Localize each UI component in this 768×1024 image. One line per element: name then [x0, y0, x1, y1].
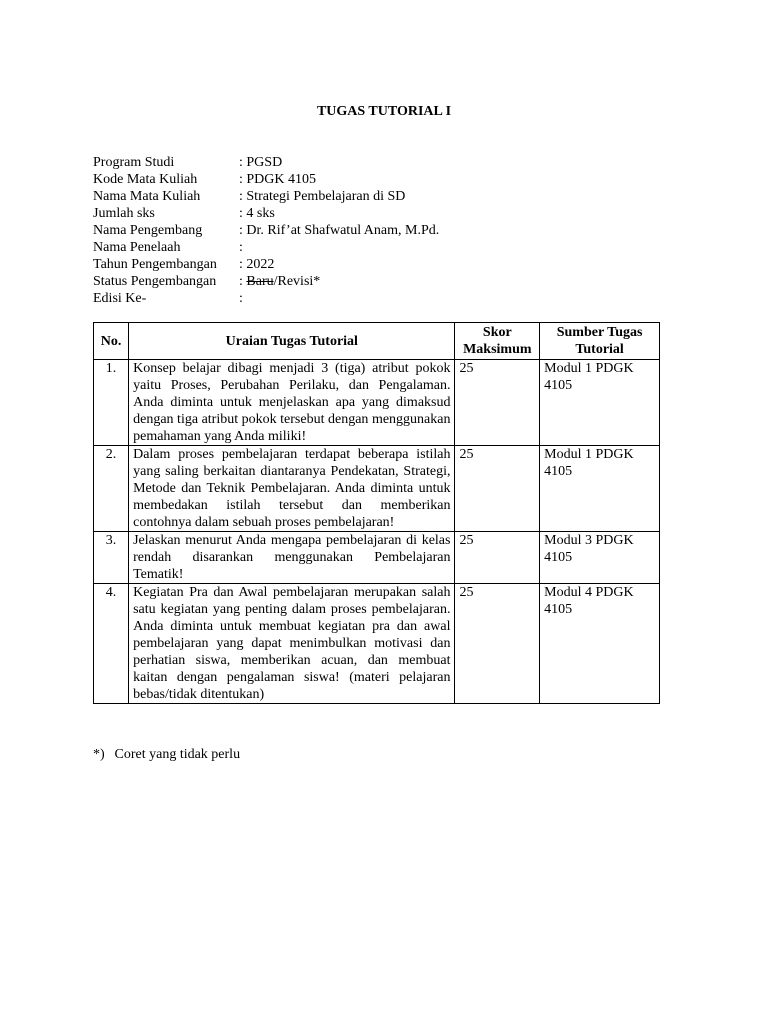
header-no: No. — [94, 323, 129, 360]
table-row — [94, 446, 660, 532]
info-value: : 2022 — [239, 257, 275, 272]
info-value: : — [239, 240, 243, 255]
info-label: Jumlah sks — [93, 206, 155, 221]
info-row-nama-penelaah — [93, 239, 439, 256]
document-title: TUGAS TUTORIAL I — [316, 104, 452, 119]
info-value: : Dr. Rif’at Shafwatul Anam, M.Pd. — [239, 223, 440, 238]
tasks-table — [93, 322, 660, 704]
row-number: 3. — [94, 532, 129, 584]
info-value: : PDGK 4105 — [239, 172, 317, 187]
info-row-program-studi — [93, 154, 439, 171]
header-source: Sumber Tugas Tutorial — [540, 323, 660, 360]
info-label: Kode Mata Kuliah — [93, 172, 198, 187]
header-description: Uraian Tugas Tutorial — [129, 323, 455, 360]
row-source: Modul 1 PDGK 4105 — [540, 360, 660, 446]
row-score: 25 — [455, 360, 540, 446]
row-description: Dalam proses pembelajaran terdapat beberapa istilah yang saling berkaitan diantaranya Pendekatan, Strategi, Metode dan Teknik Pembelajaran. Anda diminta untuk membedakan istilah tersebut dan memberikan contohnya dalam sebuah proses pembelajaran! — [129, 446, 455, 532]
status-rest-value: /Revisi* — [273, 274, 321, 289]
table-row — [94, 584, 660, 704]
table-row — [94, 360, 660, 446]
info-label: Status Pengembangan — [93, 274, 217, 289]
footnote-text: Coret yang tidak perlu — [114, 747, 241, 762]
info-label: Nama Penelaah — [93, 240, 181, 255]
row-number: 2. — [94, 446, 129, 532]
footnote-mark: *) — [93, 747, 105, 762]
info-label: Nama Mata Kuliah — [93, 189, 201, 204]
info-row-status-pengembangan — [93, 273, 439, 290]
row-score: 25 — [455, 532, 540, 584]
status-struck-value: Baru — [246, 274, 274, 289]
row-description: Konsep belajar dibagi menjadi 3 (tiga) atribut pokok yaitu Proses, Perubahan Perilaku, dan Pengalaman. Anda diminta untuk menjelaskan apa yang dimaksud dengan tiga atribut pokok tersebut dengan menggunakan pemahaman yang Anda miliki! — [129, 360, 455, 446]
table-header-row — [94, 323, 660, 360]
row-number: 1. — [94, 360, 129, 446]
footnote — [93, 746, 240, 763]
header-max-score: Skor Maksimum — [455, 323, 540, 360]
row-score: 25 — [455, 446, 540, 532]
row-source: Modul 1 PDGK 4105 — [540, 446, 660, 532]
info-row-nama-pengembang — [93, 222, 439, 239]
info-value: : 4 sks — [239, 206, 275, 221]
row-description: Jelaskan menurut Anda mengapa pembelajaran di kelas rendah disarankan menggunakan Pembelajaran Tematik! — [129, 532, 455, 584]
info-value — [239, 273, 320, 290]
row-description: Kegiatan Pra dan Awal pembelajaran merupakan salah satu kegiatan yang penting dalam proses pembelajaran. Anda diminta untuk membuat kegiatan pra dan awal pembelajaran yang dapat menimbulkan motivasi dan perhatian siswa, memberikan acuan, dan membuat kaitan dengan pengalaman siswa! (materi pelajaran bebas/tidak ditentukan) — [129, 584, 455, 704]
info-label: Edisi Ke- — [93, 291, 147, 306]
info-row-nama-mata-kuliah — [93, 188, 439, 205]
row-score: 25 — [455, 584, 540, 704]
info-label: Program Studi — [93, 155, 175, 170]
status-prefix: : — [239, 274, 247, 289]
row-number: 4. — [94, 584, 129, 704]
info-row-tahun-pengembangan — [93, 256, 439, 273]
row-source: Modul 3 PDGK 4105 — [540, 532, 660, 584]
course-info — [93, 154, 439, 307]
table-row — [94, 532, 660, 584]
info-value: : — [239, 291, 243, 306]
info-row-jumlah-sks — [93, 205, 439, 222]
info-label: Tahun Pengembangan — [93, 257, 217, 272]
info-value: : PGSD — [239, 155, 283, 170]
info-row-edisi — [93, 290, 439, 307]
row-source: Modul 4 PDGK 4105 — [540, 584, 660, 704]
info-label: Nama Pengembang — [93, 223, 203, 238]
info-row-kode-mata-kuliah — [93, 171, 439, 188]
info-value: : Strategi Pembelajaran di SD — [239, 189, 406, 204]
